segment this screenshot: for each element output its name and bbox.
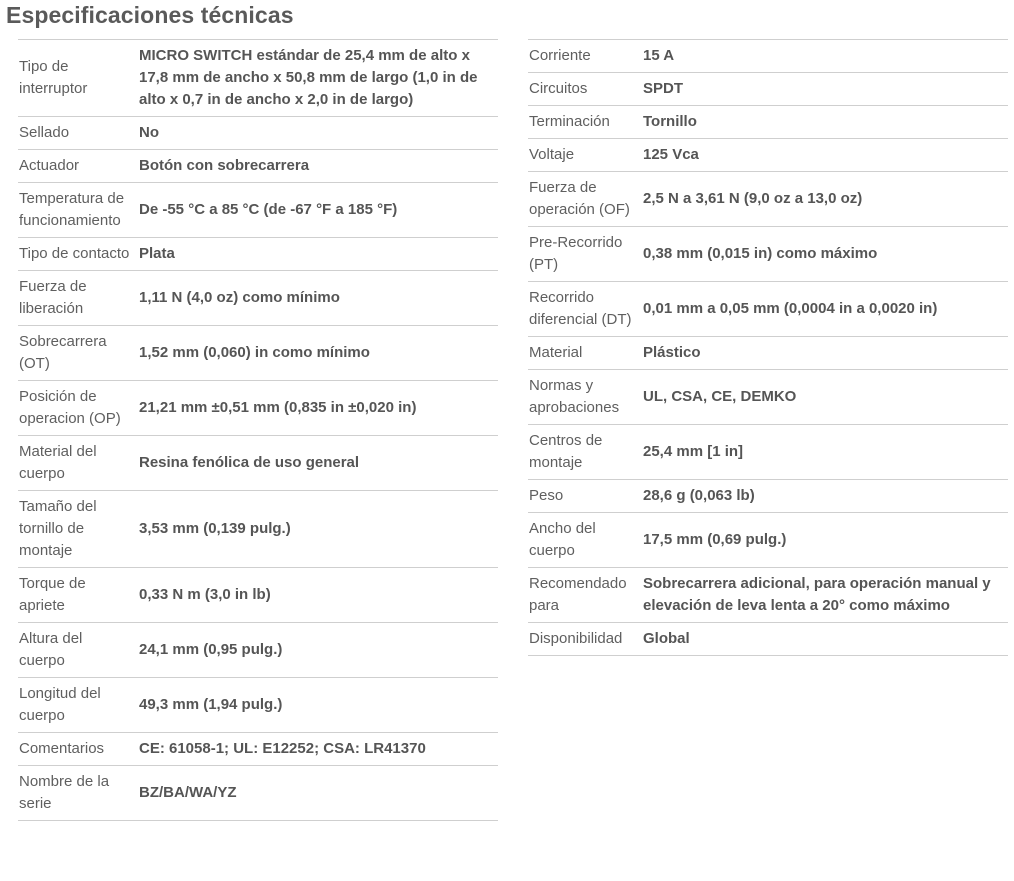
spec-label: Nombre de la serie	[19, 773, 110, 812]
spec-label: Tipo de interruptor	[19, 58, 88, 97]
spec-label: Circuitos	[529, 80, 588, 97]
spec-label: Fuerza de liberación	[19, 278, 87, 317]
spec-table-left	[18, 39, 498, 821]
spec-value: 0,38 mm (0,015 in) como máximo	[643, 245, 878, 262]
spec-row	[528, 40, 1008, 73]
spec-label: Material del cuerpo	[19, 443, 97, 482]
spec-row	[18, 568, 498, 623]
spec-row	[18, 491, 498, 568]
spec-row	[528, 337, 1008, 370]
spec-value: 28,6 g (0,063 lb)	[643, 487, 755, 504]
spec-value: SPDT	[643, 80, 684, 97]
spec-row	[528, 480, 1008, 513]
spec-label: Posición de operacion (OP)	[19, 388, 121, 427]
spec-row	[528, 139, 1008, 172]
spec-label: Ancho del cuerpo	[529, 520, 596, 559]
spec-label: Recomendado para	[529, 575, 627, 614]
spec-value: BZ/BA/WA/YZ	[139, 784, 237, 801]
spec-row	[528, 106, 1008, 139]
spec-row	[528, 370, 1008, 425]
spec-label: Normas y aprobaciones	[529, 377, 620, 416]
spec-value: 0,33 N m (3,0 in lb)	[139, 586, 271, 603]
spec-value: 15 A	[643, 47, 675, 64]
spec-label: Temperatura de funcionamiento	[19, 190, 125, 229]
spec-label: Sobrecarrera (OT)	[19, 333, 107, 372]
spec-value: 1,11 N (4,0 oz) como mínimo	[139, 289, 340, 306]
spec-table-right	[528, 39, 1008, 656]
spec-row	[18, 733, 498, 766]
spec-row	[18, 326, 498, 381]
spec-value: UL, CSA, CE, DEMKO	[643, 388, 797, 405]
spec-label: Material	[529, 344, 583, 361]
spec-row	[528, 568, 1008, 623]
spec-row	[18, 238, 498, 271]
spec-row	[528, 73, 1008, 106]
spec-value: Sobrecarrera adicional, para operación manual y elevación de leva lenta a 20° como máximo	[643, 575, 991, 614]
spec-label: Terminación	[529, 113, 610, 130]
spec-row	[528, 227, 1008, 282]
spec-value: 25,4 mm [1 in]	[643, 443, 744, 460]
spec-value: 1,52 mm (0,060) in como mínimo	[139, 344, 370, 361]
spec-row	[18, 766, 498, 821]
spec-row	[18, 623, 498, 678]
spec-value: 49,3 mm (1,94 pulg.)	[139, 696, 283, 713]
spec-label: Pre-Recorrido (PT)	[529, 234, 623, 273]
spec-value: 17,5 mm (0,69 pulg.)	[643, 531, 787, 548]
spec-row	[18, 436, 498, 491]
spec-value: De -55 °C a 85 °C (de -67 °F a 185 °F)	[139, 201, 398, 218]
spec-label: Tipo de contacto	[19, 245, 130, 262]
spec-value: Global	[643, 630, 690, 647]
spec-label: Torque de apriete	[19, 575, 86, 614]
spec-value: 24,1 mm (0,95 pulg.)	[139, 641, 283, 658]
spec-value: Plástico	[643, 344, 701, 361]
spec-label: Peso	[529, 487, 564, 504]
spec-label: Actuador	[19, 157, 80, 174]
spec-value: 21,21 mm ±0,51 mm (0,835 in ±0,020 in)	[139, 399, 417, 416]
spec-value: 3,53 mm (0,139 pulg.)	[139, 520, 291, 537]
spec-row	[528, 282, 1008, 337]
spec-value: 2,5 N a 3,61 N (9,0 oz a 13,0 oz)	[643, 190, 863, 207]
spec-value: MICRO SWITCH estándar de 25,4 mm de alto x 17,8 mm de ancho x 50,8 mm de largo (1,0 in de alto x 0,7 in de ancho x 2,0 in de largo)	[139, 47, 478, 108]
spec-label: Longitud del cuerpo	[19, 685, 101, 724]
spec-row	[18, 381, 498, 436]
spec-label: Recorrido diferencial (DT)	[529, 289, 632, 328]
spec-label: Altura del cuerpo	[19, 630, 83, 669]
spec-row	[18, 271, 498, 326]
spec-row	[528, 172, 1008, 227]
spec-label: Comentarios	[19, 740, 105, 757]
spec-value: Plata	[139, 245, 175, 262]
spec-label: Disponibilidad	[529, 630, 623, 647]
spec-row	[18, 183, 498, 238]
spec-value: No	[139, 124, 159, 141]
spec-value: 0,01 mm a 0,05 mm (0,0004 in a 0,0020 in)	[643, 300, 938, 317]
spec-label: Centros de montaje	[529, 432, 603, 471]
spec-row	[528, 623, 1008, 656]
spec-label: Voltaje	[529, 146, 575, 163]
spec-label: Corriente	[529, 47, 591, 64]
spec-row	[528, 513, 1008, 568]
spec-value: Botón con sobrecarrera	[139, 157, 310, 174]
spec-label: Fuerza de operación (OF)	[529, 179, 630, 218]
spec-row	[18, 117, 498, 150]
spec-label: Tamaño del tornillo de montaje	[19, 498, 97, 559]
spec-row	[18, 40, 498, 117]
spec-value: CE: 61058-1; UL: E12252; CSA: LR41370	[139, 740, 426, 757]
spec-value: 125 Vca	[643, 146, 699, 163]
spec-value: Resina fenólica de uso general	[139, 454, 360, 471]
spec-row	[18, 150, 498, 183]
spec-row	[528, 425, 1008, 480]
spec-row	[18, 678, 498, 733]
page-title: Especificaciones técnicas	[6, 2, 294, 28]
spec-value: Tornillo	[643, 113, 697, 130]
spec-label: Sellado	[19, 124, 70, 141]
